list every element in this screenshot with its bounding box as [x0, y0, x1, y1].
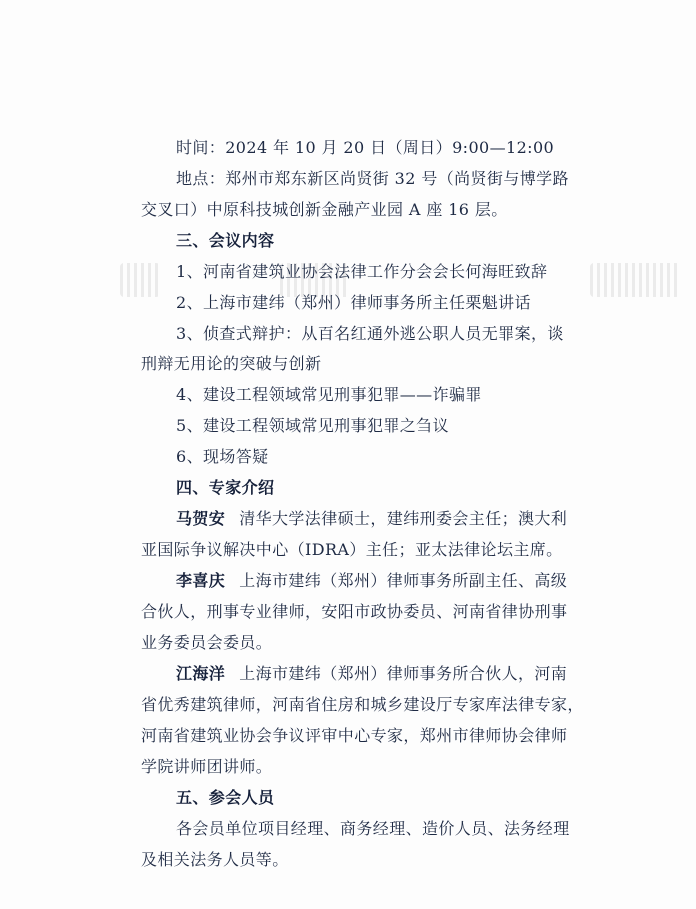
expert-3-bio-continued-3: 学院讲师团讲师。	[141, 757, 273, 776]
section-3-heading: 三、会议内容	[176, 231, 275, 250]
meeting-time: 时间：2024 年 10 月 20 日（周日）9:00—12:00	[176, 138, 555, 157]
agenda-item-1: 1、河南省建筑业协会法律工作分会会长何海旺致辞	[176, 262, 548, 281]
meeting-location-line-2: 交叉口）中原科技城创新金融产业园 A 座 16 层。	[141, 200, 508, 219]
agenda-item-3: 3、侦查式辩护：从百名红通外逃公职人员无罪案，谈	[176, 324, 564, 343]
expert-1-bio: 清华大学法律硕士，建纬刑委会主任；澳大利	[239, 509, 568, 528]
expert-3-first-line	[176, 663, 567, 685]
agenda-item-4: 4、建设工程领域常见刑事犯罪——诈骗罪	[176, 385, 482, 404]
attendees-line-2: 及相关法务人员等。	[141, 850, 289, 869]
agenda-item-3-continued: 刑辩无用论的突破与创新	[141, 354, 322, 373]
expert-2-first-line	[176, 570, 567, 592]
attendees-line-1: 各会员单位项目经理、商务经理、造价人员、法务经理	[176, 819, 570, 838]
expert-1-first-line	[176, 508, 567, 530]
agenda-item-6: 6、现场答疑	[176, 447, 269, 466]
expert-2-bio: 上海市建纬（郑州）律师事务所副主任、高级	[239, 571, 568, 590]
expert-2-name: 李喜庆	[176, 571, 226, 590]
expert-2-bio-continued-1: 合伙人，刑事专业律师，安阳市政协委员、河南省律协刑事	[141, 602, 568, 621]
section-4-heading: 四、专家介绍	[176, 478, 275, 497]
meeting-location-line-1: 地点：郑州市郑东新区尚贤街 32 号（尚贤街与博学路	[176, 169, 569, 188]
expert-2-bio-continued-2: 业务委员会委员。	[141, 633, 273, 652]
agenda-item-2: 2、上海市建纬（郑州）律师事务所主任栗魁讲话	[176, 293, 531, 312]
expert-1-name: 马贺安	[176, 509, 226, 528]
agenda-item-5: 5、建设工程领域常见刑事犯罪之刍议	[176, 416, 449, 435]
expert-3-name: 江海洋	[176, 664, 226, 683]
expert-3-bio: 上海市建纬（郑州）律师事务所合伙人，河南	[239, 664, 568, 683]
expert-1-bio-continued: 亚国际争议解决中心（IDRA）主任；亚太法律论坛主席。	[141, 540, 563, 559]
section-5-heading: 五、参会人员	[176, 788, 275, 807]
expert-3-bio-continued-2: 河南省建筑业协会争议评审中心专家，郑州市律师协会律师	[141, 726, 568, 745]
expert-3-bio-continued-1: 省优秀建筑律师，河南省住房和城乡建设厅专家库法律专家，	[141, 695, 584, 714]
